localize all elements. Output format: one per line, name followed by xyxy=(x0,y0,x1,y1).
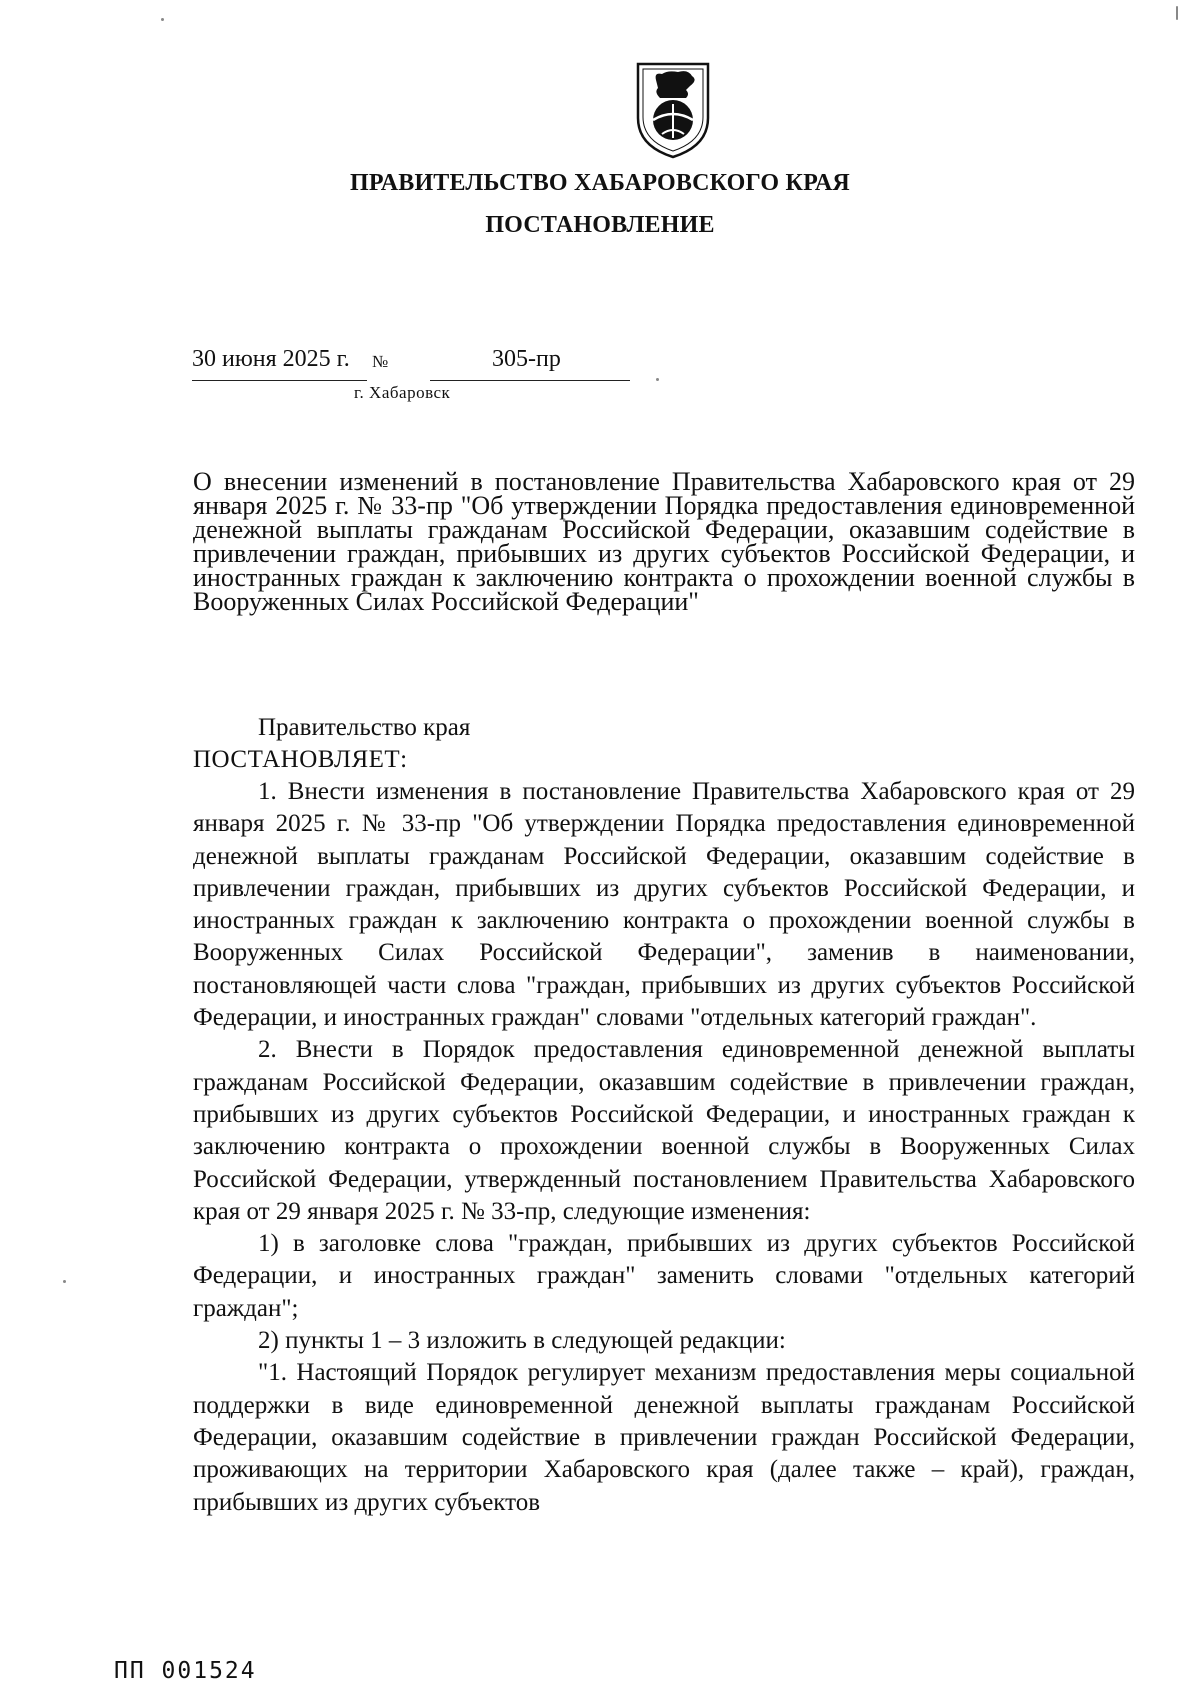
number-underline xyxy=(430,380,630,381)
coat-of-arms-emblem xyxy=(632,60,714,160)
date-underline xyxy=(192,380,367,381)
paragraph-2-item-1: 1) в заголовке слова "граждан, прибывших из других субъектов Российской Федерации, и иностранных граждан" заменить словами "отдельных категорий граждан"; xyxy=(193,1230,1135,1322)
document-subject: О внесении изменений в постановление Правительства Хабаровского края от 29 января 2025 г. № 33-пр "Об утверждении Порядка предоставления единовременной денежной выплаты гражданам Российской Федерации, оказавшим содействие в привлечении граждан, прибывших из других субъектов Российской Федерации, и иностранных граждан к заключению контракта о прохождении военной службы в Вооруженных Силах Российской Федерации" xyxy=(193,467,1135,616)
scan-speck xyxy=(63,1280,66,1283)
paragraph-2: 2. Внести в Порядок предоставления единовременной денежной выплаты гражданам Российской Федерации, оказавшим содействие в привлечении граждан, прибывших из других субъектов Российской Федерации, и иностранных граждан к заключению контракта о прохождении военной службы в Вооруженных Силах Российской Федерации, утвержденный постановлением Правительства Хабаровского края от 29 января 2025 г. № 33-пр, следующие изменения: xyxy=(193,1036,1135,1225)
resolve-heading: ПОСТАНОВЛЯЕТ: xyxy=(193,746,408,773)
scan-speck xyxy=(161,18,164,21)
quoted-paragraph-1: "1. Настоящий Порядок регулирует механизм предоставления меры социальной поддержки в виде единовременной денежной выплаты гражданам Российской Федерации, оказавшим содействие в привлечении граждан Российской Федерации, проживающих на территории Хабаровского края (далее также – край), граждан, прибывших из других субъектов xyxy=(193,1359,1135,1516)
number-sign: № xyxy=(372,352,389,371)
paragraph-1: 1. Внести изменения в постановление Правительства Хабаровского края от 29 января 2025 г. № 33-пр "Об утверждении Порядка предоставления единовременной денежной выплаты гражданам Российской Федерации, оказавшим содействие в привлечении граждан, прибывших из других субъектов Российской Федерации, и иностранных граждан к заключению контракта о прохождении военной службы в Вооруженных Силах Российской Федерации", заменив в наименовании, постановляющей части слова "граждан, прибывших из других субъектов Российской Федерации, и иностранных граждан" словами "отдельных категорий граждан". xyxy=(193,778,1135,1032)
scan-speck xyxy=(1176,6,1178,20)
form-serial-number: ПП 001524 xyxy=(114,1658,257,1684)
document-place: г. Хабаровск xyxy=(354,383,451,402)
document-type: ПОСТАНОВЛЕНИЕ xyxy=(485,212,715,238)
document-body xyxy=(193,776,1135,1519)
document-number: 305-пр xyxy=(492,346,561,372)
authority-name: ПРАВИТЕЛЬСТВО ХАБАРОВСКОГО КРАЯ xyxy=(350,170,850,196)
preamble: Правительство края xyxy=(258,714,471,741)
paragraph-2-item-2: 2) пункты 1 – 3 изложить в следующей редакции: xyxy=(258,1327,786,1355)
scan-speck xyxy=(656,378,659,381)
document-date: 30 июня 2025 г. xyxy=(192,346,350,372)
